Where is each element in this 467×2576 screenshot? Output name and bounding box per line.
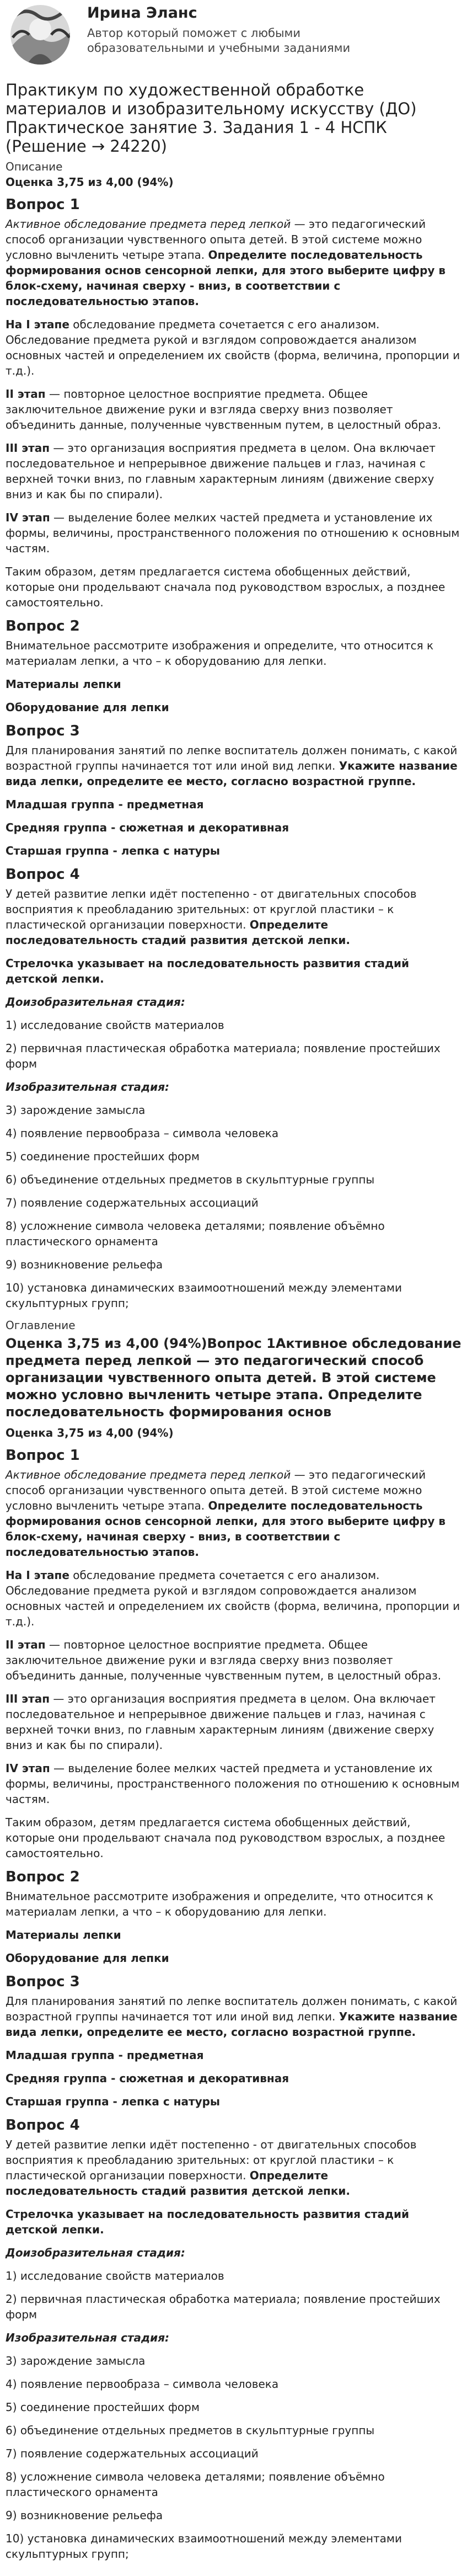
question-2-title: Вопрос 2 bbox=[6, 618, 80, 634]
q4-item: 8) усложнение символа человека деталями; появление объёмно пластического орнамента bbox=[6, 2470, 385, 2499]
score: Оценка 3,75 из 4,00 (94%) bbox=[6, 175, 174, 189]
q4-arrow-note: Стрелочка указывает на последовательность развития стадий детской лепки. bbox=[6, 957, 410, 985]
q4-visual-stage-label: Изобразительная стадия: bbox=[6, 2331, 170, 2344]
q3-answer-2: Средняя группа - сюжетная и декоративная bbox=[6, 2072, 289, 2085]
q1-summary: Таким образом, детям предлагается система обобщенных действий, которые они продельвают сначала под руководством взрослых, а позднее самостоятельно. bbox=[6, 1816, 445, 1860]
q3-text: Для планирования занятий по лепке воспитатель должен понимать, с какой возрастной группы начинается тот или иной вид лепки. Укажите название вида лепки, определите ее место, согласно возрастной группе. bbox=[6, 1994, 458, 2039]
q4-visual-stage-label: Изобразительная стадия: bbox=[6, 1080, 170, 1094]
q3-answer-1: Младшая группа - предметная bbox=[6, 2049, 204, 2062]
document-title: Практикум по художественной обработке материалов и изобразительному искусству (ДО) Практическое занятие 3. Задания 1 - 4 НСПК (Решение → 24220) bbox=[6, 81, 417, 156]
author-name[interactable]: Ирина Эланс bbox=[87, 4, 197, 22]
q1-intro: Активное обследование предмета перед лепкой — это педагогический способ организации чувственного опыта детей. В этой системе можно условно вычленить четыре этапа. Определите последовательность формирования основ сенсорной лепки, для этого выберите цифру в блок-схему, начиная сверху - вниз, в соответствии с последовательностью этапов. bbox=[6, 1468, 446, 1559]
q4-item: 9) возникновение рельефа bbox=[6, 1258, 163, 1271]
q4-text: У детей развитие лепки идёт постепенно - от двигательных способов восприятия к преобладанию зрительных: от круглой пластики – к пластической организации поверхности. Определите последовательность стадий развития детской лепки. bbox=[6, 887, 417, 947]
q4-text: У детей развитие лепки идёт постепенно - от двигательных способов восприятия к преобладанию зрительных: от круглой пластики – к пластической организации поверхности. Определите последовательность стадий развития детской лепки. bbox=[6, 2138, 417, 2198]
q1-stage-3: III этап — это организация восприятия предмета в целом. Она включает последовательное и непрерывное движение пальцев и глаз, начиная с верхней точки вниз, по главным характерным линиям (движение сверху вниз и как бы по спирали). bbox=[6, 1692, 436, 1752]
q1-stage-4: IV этап — выделение более мелких частей предмета и установление их формы, величины, пространственного положения по отношению к основным частям. bbox=[6, 1762, 460, 1806]
toc-section bbox=[6, 1319, 461, 2562]
q1-summary: Таким образом, детям предлагается система обобщенных действий, которые они продельвают сначала под руководством взрослых, а позднее самостоятельно. bbox=[6, 565, 445, 609]
q1-stage-3: III этап — это организация восприятия предмета в целом. Она включает последовательное и непрерывное движение пальцев и глаз, начиная с верхней точки вниз, по главным характерным линиям (движение сверху вниз и как бы по спирали). bbox=[6, 441, 436, 501]
q3-text: Для планирования занятий по лепке воспитатель должен понимать, с какой возрастной группы начинается тот или иной вид лепки. Укажите название вида лепки, определите ее место, согласно возрастной группе. bbox=[6, 744, 458, 788]
q3-answer-3: Старшая группа - лепка с натуры bbox=[6, 844, 221, 857]
q2-answer-1: Материалы лепки bbox=[6, 1928, 121, 1942]
q4-item: 7) появление содержательных ассоциаций bbox=[6, 1196, 259, 1209]
q1-intro: Активное обследование предмета перед лепкой — это педагогический способ организации чувственного опыта детей. В этой системе можно условно вычленить четыре этапа. Определите последовательность формирования основ сенсорной лепки, для этого выберите цифру в блок-схему, начиная сверху - вниз, в соответствии с последовательностью этапов. bbox=[6, 217, 446, 308]
q4-item: 9) возникновение рельефа bbox=[6, 2509, 163, 2522]
q4-item: 5) соединение простейших форм bbox=[6, 2401, 200, 2414]
q4-pre-stage-label: Доизобразительная стадия: bbox=[6, 2246, 185, 2259]
q4-item: 1) исследование свойств материалов bbox=[6, 2269, 224, 2282]
q4-item: 10) установка динамических взаимоотношений между элементами скульптурных групп; bbox=[6, 2532, 402, 2561]
question-1-title: Вопрос 1 bbox=[6, 196, 80, 213]
q4-item: 4) появление первообраза – символа человека bbox=[6, 2377, 279, 2391]
q2-answer-1: Материалы лепки bbox=[6, 678, 121, 691]
q1-stage-1: На I этапе обследование предмета сочетается с его анализом. Обследование предмета рукой и взглядом сопровождается анализом основных частей и определением их свойств (форма, величина, пропорции и т.д.). bbox=[6, 1569, 460, 1628]
question-1-title: Вопрос 1 bbox=[6, 1447, 80, 1464]
q4-item: 2) первичная пластическая обработка материала; появление простейших форм bbox=[6, 1042, 441, 1070]
author-header bbox=[6, 0, 461, 71]
q4-item: 2) первичная пластическая обработка материала; появление простейших форм bbox=[6, 2292, 441, 2321]
q2-answer-2: Оборудование для лепки bbox=[6, 1951, 169, 1965]
q1-stage-1: На I этапе обследование предмета сочетается с его анализом. Обследование предмета рукой и взглядом сопровождается анализом основных частей и определением их свойств (форма, величина, пропорции и т.д.). bbox=[6, 318, 460, 377]
question-2-title: Вопрос 2 bbox=[6, 1869, 80, 1885]
q3-answer-2: Средняя группа - сюжетная и декоративная bbox=[6, 821, 289, 834]
q1-stage-4: IV этап — выделение более мелких частей предмета и установление их формы, величины, пространственного положения по отношению к основным частям. bbox=[6, 511, 460, 555]
toc-heading[interactable]: Оценка 3,75 из 4,00 (94%)Вопрос 1Активное обследование предмета перед лепкой — это педагогический способ организации чувственного опыта детей. В этой системе можно условно вычленить четыре этапа. Определите последовательность формирования основ bbox=[6, 1336, 461, 1420]
question-3-title: Вопрос 3 bbox=[6, 723, 80, 739]
q4-item: 10) установка динамических взаимоотношений между элементами скульптурных групп; bbox=[6, 1281, 402, 1310]
question-4-title: Вопрос 4 bbox=[6, 866, 80, 883]
q2-text: Внимательное рассмотрите изображения и определите, что относится к материалам лепки, а что – к оборудованию для лепки. bbox=[6, 1890, 434, 1918]
q4-item: 1) исследование свойств материалов bbox=[6, 1018, 224, 1032]
q1-stage-2: II этап — повторное целостное восприятие предмета. Общее заключительное движение руки и взгляда сверху вниз позволяет объединить данные, полученные чувственным путем, в целостный образ. bbox=[6, 387, 442, 431]
q3-answer-1: Младшая группа - предметная bbox=[6, 798, 204, 811]
description-section bbox=[6, 160, 461, 1311]
author-avatar-icon[interactable] bbox=[10, 4, 71, 65]
score: Оценка 3,75 из 4,00 (94%) bbox=[6, 1426, 174, 1439]
q4-pre-stage-label: Доизобразительная стадия: bbox=[6, 995, 185, 1009]
question-4-title: Вопрос 4 bbox=[6, 2117, 80, 2134]
q4-arrow-note: Стрелочка указывает на последовательность развития стадий детской лепки. bbox=[6, 2207, 410, 2236]
q4-item: 6) объединение отдельных предметов в скульптурные группы bbox=[6, 2424, 375, 2437]
q4-item: 6) объединение отдельных предметов в скульптурные группы bbox=[6, 1173, 375, 1186]
description-label: Описание bbox=[6, 160, 63, 173]
q2-answer-2: Оборудование для лепки bbox=[6, 701, 169, 714]
q1-stage-2: II этап — повторное целостное восприятие предмета. Общее заключительное движение руки и взгляда сверху вниз позволяет объединить данные, полученные чувственным путем, в целостный образ. bbox=[6, 1638, 442, 1682]
q3-answer-3: Старшая группа - лепка с натуры bbox=[6, 2095, 221, 2108]
toc-label: Оглавление bbox=[6, 1319, 76, 1332]
q2-text: Внимательное рассмотрите изображения и определите, что относится к материалам лепки, а что – к оборудованию для лепки. bbox=[6, 639, 434, 668]
q4-item: 8) усложнение символа человека деталями; появление объёмно пластического орнамента bbox=[6, 1219, 385, 1248]
author-description: Автор который поможет с любыми образовательными и учебными заданиями bbox=[87, 26, 351, 55]
q4-item: 5) соединение простейших форм bbox=[6, 1150, 200, 1163]
question-3-title: Вопрос 3 bbox=[6, 1974, 80, 1990]
q4-item: 4) появление первообраза – символа человека bbox=[6, 1127, 279, 1140]
q4-item: 3) зарождение замысла bbox=[6, 2354, 146, 2367]
q4-item: 3) зарождение замысла bbox=[6, 1103, 146, 1117]
q4-item: 7) появление содержательных ассоциаций bbox=[6, 2447, 259, 2460]
